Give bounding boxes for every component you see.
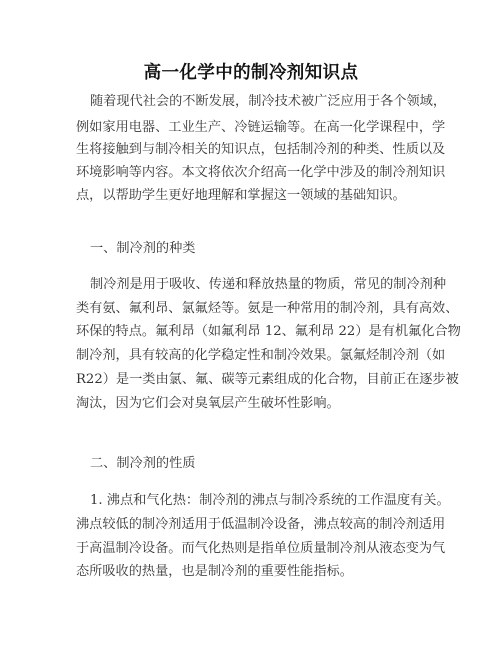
- intro-line: 例如家用电器、工业生产、冷链运输等。在高一化学课程中，学: [76, 120, 446, 135]
- section1-line: 制冷剂是用于吸收、传递和释放热量的物质，常见的制冷剂种: [90, 277, 447, 292]
- section2-line: 态所吸收的热量，也是制冷剂的重要性能指标。: [76, 564, 353, 579]
- section1-line: R22）是一类由氯、氟、碳等元素组成的化合物，目前正在逐步被: [76, 372, 459, 387]
- section1-line: 类有氨、氟利昂、氯氟烃等。氨是一种常用的制冷剂，具有高效、: [76, 301, 459, 316]
- intro-line: 生将接触到与制冷相关的知识点，包括制冷剂的种类、性质以及: [76, 142, 446, 157]
- section2-line: 沸点较低的制冷剂适用于低温制冷设备，沸点较高的制冷剂适用: [76, 517, 446, 532]
- section1-heading: 一、制冷剂的种类: [90, 241, 196, 256]
- section1-line: 制冷剂，具有较高的化学稳定性和制冷效果。氯氟烃制冷剂（如: [76, 348, 446, 363]
- section2-line: 1. 沸点和气化热：制冷剂的沸点与制冷系统的工作温度有关。: [90, 493, 450, 508]
- section1-line: 淘汰，因为它们会对臭氧层产生破坏性影响。: [76, 396, 340, 411]
- section2-line: 于高温制冷设备。而气化热则是指单位质量制冷剂从液态变为气: [76, 541, 446, 556]
- intro-line: 点，以帮助学生更好地理解和掌握这一领域的基础知识。: [76, 188, 406, 203]
- intro-line: 环境影响等内容。本文将依次介绍高一化学中涉及的制冷剂知识: [76, 165, 446, 180]
- section1-line: 环保的特点。氟利昂（如氟利昂 12、氟利昂 22）是有机氟化合物: [76, 324, 461, 339]
- intro-line: 随着现代社会的不断发展，制冷技术被广泛应用于各个领域，: [90, 94, 447, 109]
- document-title: 高一化学中的制冷剂知识点: [143, 63, 359, 83]
- section2-heading: 二、制冷剂的性质: [90, 456, 196, 471]
